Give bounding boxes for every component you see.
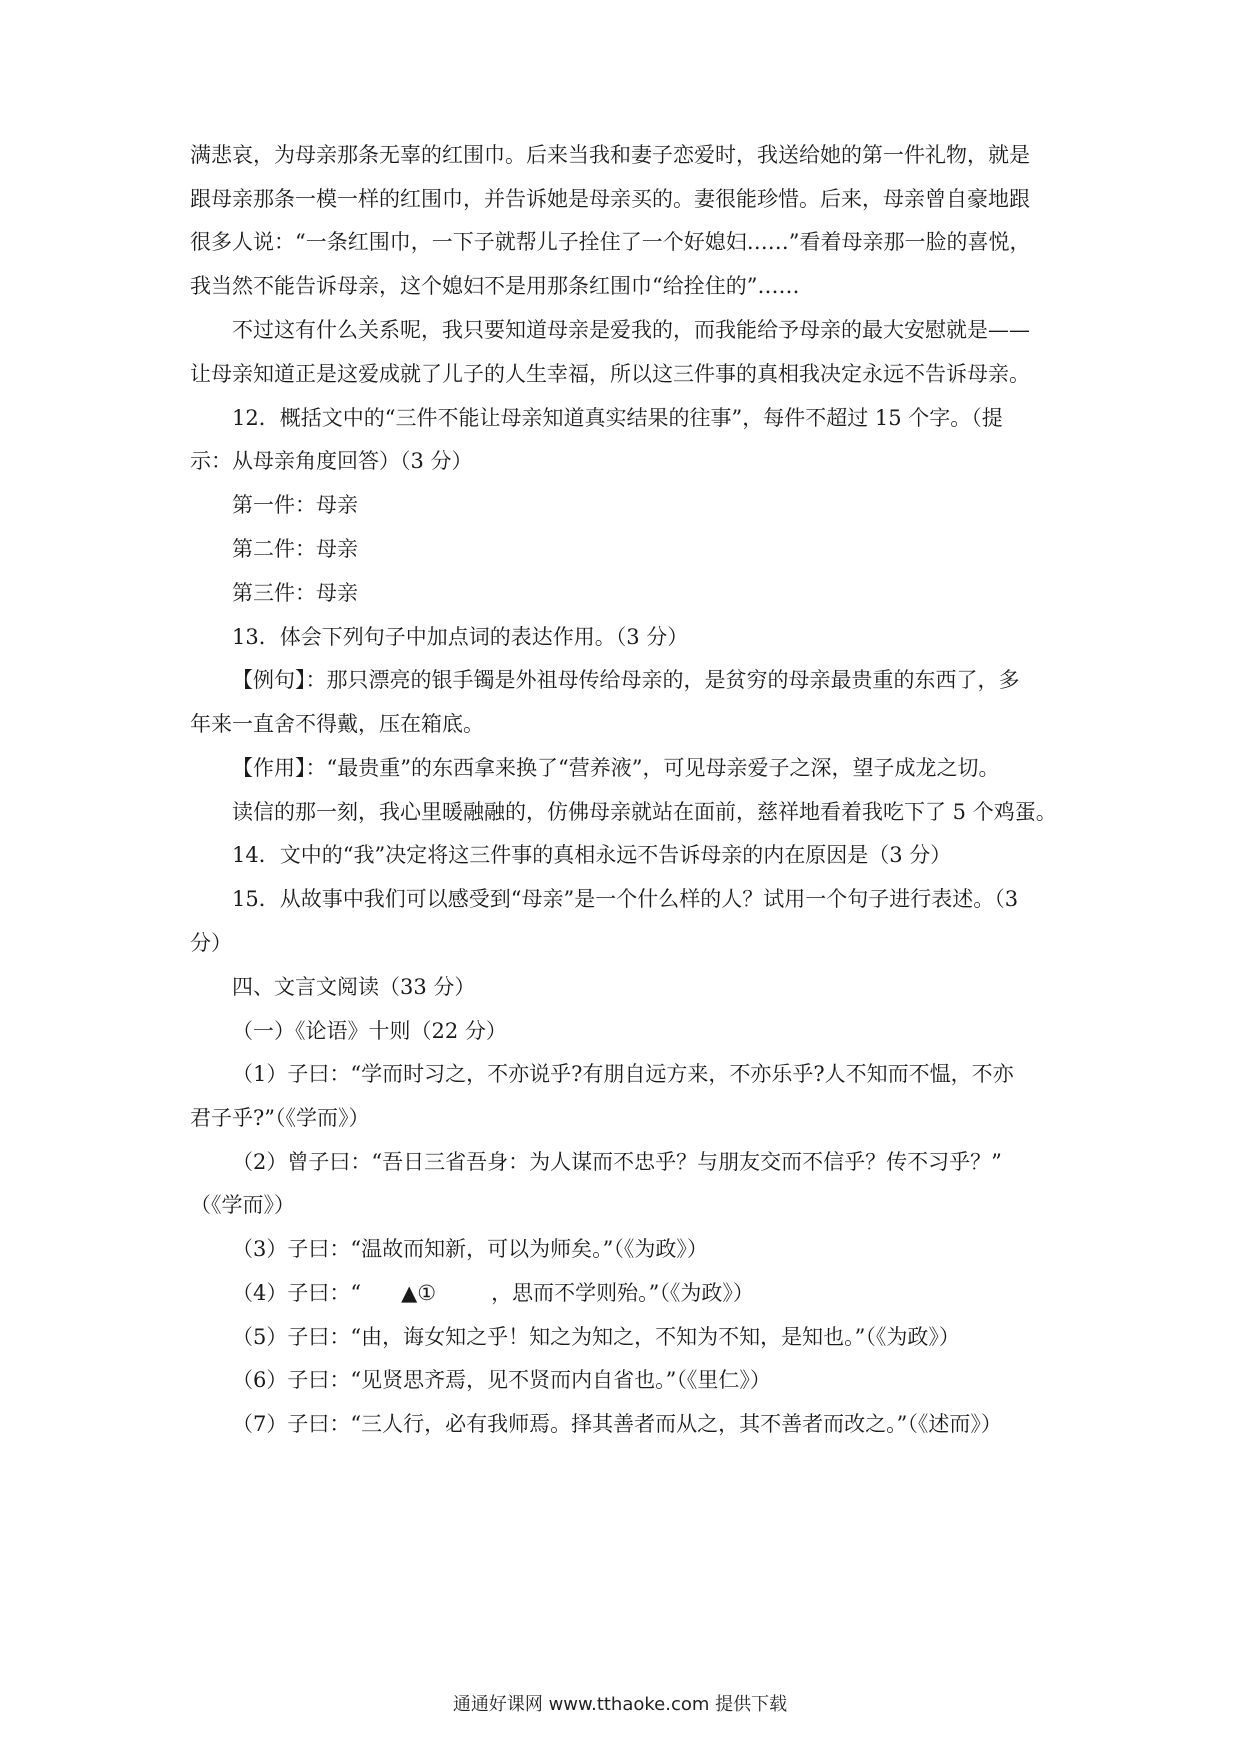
section-4-heading: 四、文言文阅读（33 分）	[232, 975, 476, 999]
analects-item-4-prefix: （4）子曰：“	[232, 1281, 362, 1305]
question-14: 14．文中的“我”决定将这三件事的真相永远不告诉母亲的内在原因是（3 分）	[232, 843, 952, 867]
section-4-subheading: （一）《论语》十则（22 分）	[232, 1019, 507, 1043]
analects-item-6: （6）子曰：“见贤思齐焉，见不贤而内自省也。”（《里仁》）	[232, 1368, 771, 1392]
analects-item-1-line-2: 君子乎?”（《学而》）	[190, 1106, 370, 1130]
answer-item-2: 第二件：母亲	[232, 537, 358, 561]
question-15-line-2: 分）	[190, 931, 232, 955]
analects-item-5: （5）子曰：“由，诲女知之乎！知之为知之，不知为不知，是知也。”（《为政》）	[232, 1325, 960, 1349]
question-13: 13．体会下列句子中加点词的表达作用。（3 分）	[232, 625, 689, 649]
example-sentence-line-2: 年来一直舍不得戴，压在箱底。	[190, 712, 484, 736]
analects-item-2-line-2: （《学而》）	[190, 1193, 295, 1217]
question-12-line-1: 12．概括文中的“三件不能让母亲知道真实结果的往事”，每件不超过 15 个字。（提	[232, 406, 1003, 430]
example-sentence-line-1: 【例句】：那只漂亮的银手镯是外祖母传给母亲的，是贫穷的母亲最贵重的东西了，多	[232, 668, 1020, 692]
page-footer: 通通好课网 www.tthaoke.com 提供下载	[452, 1694, 788, 1715]
question-15-line-1: 15．从故事中我们可以感受到“母亲”是一个什么样的人？试用一个句子进行表述。（3	[232, 887, 1019, 911]
question-12-line-2: 示：从母亲角度回答）（3 分）	[190, 449, 473, 473]
paragraph-line-6: 让母亲知道正是这爱成就了儿子的人生幸福，所以这三件事的真相我决定永远不告诉母亲。	[190, 362, 1030, 386]
reading-sentence: 读信的那一刻，我心里暖融融的，仿佛母亲就站在面前，慈祥地看着我吃下了 5 个鸡蛋。	[232, 800, 1057, 824]
analects-item-3: （3）子曰：“温故而知新，可以为师矣。”（《为政》）	[232, 1237, 708, 1261]
paragraph-line-5: 不过这有什么关系呢，我只要知道母亲是爱我的，而我能给予母亲的最大安慰就是——	[232, 318, 1030, 342]
paragraph-line-4: 我当然不能告诉母亲，这个媳妇不是用那条红围巾“给拴住的”……	[190, 274, 800, 298]
analects-item-4-suffix: ，思而不学则殆。”（《为政》）	[491, 1281, 754, 1305]
fill-blank-marker: ▲①	[401, 1281, 437, 1305]
paragraph-line-3: 很多人说：“一条红围巾，一下子就帮儿子拴住了一个好媳妇……”看着母亲那一脸的喜悦，	[190, 230, 1031, 254]
paragraph-line-1: 满悲哀，为母亲那条无辜的红围巾。后来当我和妻子恋爱时，我送给她的第一件礼物，就是	[190, 143, 1030, 167]
analects-item-7: （7）子曰：“三人行，必有我师焉。择其善者而从之，其不善者而改之。”（《述而》）	[232, 1412, 1002, 1436]
analects-item-2-line-1: （2）曾子曰：“吾日三省吾身：为人谋而不忠乎？与朋友交而不信乎？传不习乎？”	[232, 1150, 1002, 1174]
paragraph-line-2: 跟母亲那条一模一样的红围巾，并告诉她是母亲买的。妻很能珍惜。后来，母亲曾自豪地跟	[190, 187, 1030, 211]
effect-sentence: 【作用】：“最贵重”的东西拿来换了“营养液”，可见母亲爱子之深，望子成龙之切。	[232, 756, 1000, 780]
answer-item-1: 第一件：母亲	[232, 493, 358, 517]
analects-item-1-line-1: （1）子曰：“学而时习之，不亦说乎?有朋自远方来，不亦乐乎?人不知而不愠，不亦	[232, 1062, 1014, 1086]
analects-item-4	[232, 1278, 754, 1308]
answer-item-3: 第三件：母亲	[232, 581, 358, 605]
